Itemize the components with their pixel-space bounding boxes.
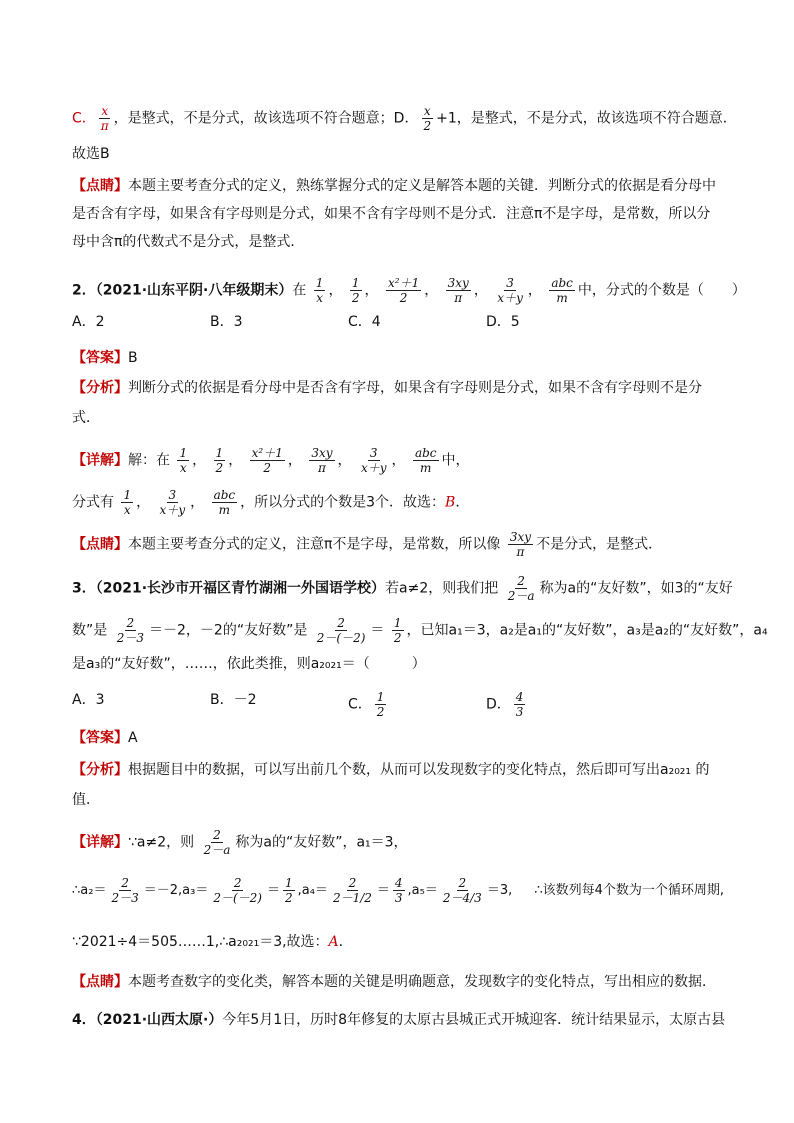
denominator: π	[516, 545, 525, 559]
numerator: abc	[213, 488, 236, 502]
numerator: abc	[551, 276, 573, 290]
option-a: A．2	[72, 314, 105, 330]
analysis-text: 判断分式的依据是看分母中是否含有字母，如果含有字母则是分式，如果不含有字母则不是分	[128, 380, 702, 396]
seq-text: ＝－2,a₃＝	[143, 883, 209, 898]
fraction	[392, 616, 404, 645]
denominator: π	[100, 119, 109, 133]
comment-tag: 【点睛】	[72, 178, 128, 194]
numerator: 1	[376, 690, 385, 704]
question-3-source: 3．（2021·长沙市开福区青竹湖湘一外国语学校）	[72, 580, 386, 597]
detail-text: ，所以分式的个数是3个．故选：	[240, 494, 446, 511]
question-2-stem: 2．（2021·山东平阴·八年级期末）在 $\frac{1}{x}$ ， $\frac{1}{2}$ ， $\frac{\text{x²＋1}}{2}$ ， $\frac{3xy}{\pi}$ ， $\frac{3}{x+y}$ ， $\frac{\text{abc}}{m}$ 中，分式的个数是（ ）	[72, 276, 746, 305]
option-b: B．3	[210, 314, 243, 330]
detail-choice: B	[445, 494, 456, 511]
option-c-text: ，是整式，不是分式，故该选项不符合题意；D．	[113, 110, 419, 127]
detail-text: 解：在	[128, 452, 170, 469]
denominator: m	[218, 503, 231, 517]
denominator: m	[556, 291, 568, 305]
fraction	[315, 616, 368, 645]
denominator: 2	[284, 891, 293, 905]
question-3-text: 称为a的“友好数”，如3的“友好	[539, 580, 733, 597]
fraction	[212, 488, 238, 517]
comment-text: 本题主要考查分式的定义，熟练掌握分式的定义是解答本题的关键．判断分式的依据是看分母中	[128, 178, 716, 194]
question-3-text: ＝－2，－2的“友好数”是	[149, 622, 308, 639]
denominator: x＋y	[159, 503, 186, 517]
denominator: 2－4/3	[442, 891, 482, 905]
denominator: 2－3	[111, 891, 139, 905]
question-4-source: 4．（2021·山西太原·）	[72, 1012, 223, 1028]
denominator: m	[420, 461, 432, 475]
denominator: 2－a	[507, 589, 535, 603]
denominator: π	[454, 291, 463, 305]
option-line-c-d	[72, 104, 737, 133]
comment-text: 本题主要考查分式的定义，注意π不是字母，是常数，所以像	[128, 536, 501, 553]
analysis-line-1	[72, 760, 709, 780]
fraction	[413, 446, 439, 475]
analysis-line-2: 式．	[72, 410, 100, 426]
numerator: 1	[123, 488, 132, 502]
analysis-text: 根据题目中的数据，可以写出前几个数，从而可以发现数字的变化特点，然后即可写出a₂₀₂₁ 的	[128, 762, 710, 778]
result-line	[72, 932, 353, 952]
numerator: 3xy	[447, 276, 469, 290]
seq-text: ＝	[376, 883, 390, 898]
comment-tag: 【点睛】	[72, 536, 128, 553]
analysis-tag: 【分析】	[72, 762, 128, 778]
analysis-tag: 【分析】	[72, 380, 128, 396]
question-3-text: 若a≠2，则我们把	[385, 580, 499, 597]
denominator: x	[316, 291, 323, 305]
question-3-text: ，已知a₁＝3，a₂是a₁的“友好数”，a₃是a₂的“友好数”，a₄	[406, 622, 768, 639]
denominator: 2	[351, 291, 360, 305]
detail-line-1	[72, 828, 408, 857]
fraction	[506, 574, 537, 603]
comment-line-2: 是否含有字母，如果含有字母则是分式，如果不含有字母则不是分式．注意π不是字母，是常数，所以分	[72, 206, 711, 222]
detail-line-1: 【详解】解：在 $\frac{1}{x}$ ， $\frac{1}{2}$ ， $\frac{\text{x²＋1}}{2}$ ， $\frac{3xy}{\pi}$ ， $\frac{3}{x+y}$ ， $\frac{\text{abc}}{m}$ 中，	[72, 446, 470, 475]
fraction	[158, 488, 188, 517]
fraction-x-over-2	[421, 104, 433, 133]
fraction	[441, 876, 484, 905]
numerator: 2	[348, 876, 357, 890]
denominator: x	[123, 503, 131, 517]
fraction	[393, 876, 405, 905]
fraction	[386, 276, 421, 305]
seq-text: ＝3,	[486, 883, 513, 898]
comment-2-line	[72, 530, 662, 559]
fraction	[121, 488, 133, 517]
fraction	[109, 876, 140, 905]
option-label: D．	[486, 696, 511, 713]
denominator: 2	[215, 461, 224, 475]
denominator: 3	[515, 705, 524, 719]
fraction	[514, 690, 526, 719]
comment-text: 本题考查数字的变化类，解答本题的关键是明确题意，发现数字的变化特点，写出相应的数据．	[128, 974, 716, 990]
numerator: 1	[179, 446, 188, 460]
fraction	[314, 276, 326, 305]
detail-text: 称为a的“友好数”，a₁＝3，	[235, 834, 408, 851]
denominator: π	[317, 461, 326, 475]
numerator: 1	[284, 876, 293, 890]
conclusion-line: 故选B	[72, 146, 110, 162]
fraction	[177, 446, 189, 475]
denominator: 2－(－2)	[316, 631, 366, 645]
numerator: 3xy	[509, 530, 532, 544]
option-d: D．5	[486, 314, 520, 330]
option-c	[348, 690, 389, 719]
denominator: 2	[376, 705, 385, 719]
option-label: C．	[348, 696, 372, 713]
numerator: 4	[394, 876, 403, 890]
question-3-stem	[72, 574, 733, 603]
fraction	[214, 446, 226, 475]
denominator: 2－1/2	[332, 891, 372, 905]
numerator: 4	[515, 690, 524, 704]
numerator: 3	[506, 276, 514, 290]
denominator: 2－3	[116, 631, 144, 645]
result-choice: A	[328, 934, 339, 950]
denominator: x＋y	[497, 291, 523, 305]
detail-text: ∵a≠2，则	[128, 834, 195, 851]
option-a: A．3	[72, 692, 105, 708]
numerator: 3xy	[311, 446, 333, 460]
comment-tag: 【点睛】	[72, 974, 128, 990]
denominator: x＋y	[360, 461, 387, 475]
denominator: 2－(－2)	[213, 891, 262, 905]
result-text: ．	[338, 934, 353, 950]
fraction	[350, 276, 362, 305]
numerator: 2	[337, 616, 345, 630]
denominator: 2	[393, 631, 402, 645]
fraction	[495, 276, 525, 305]
comment-3-line	[72, 972, 716, 992]
fraction	[508, 530, 533, 559]
numerator: 2	[213, 828, 221, 842]
detail-tag: 【详解】	[72, 834, 128, 851]
numerator: 3	[369, 446, 378, 460]
denominator: x	[179, 461, 187, 475]
seq-text: ,a₄＝	[297, 883, 328, 898]
option-b: B．－2	[210, 692, 257, 708]
answer-value: B	[128, 350, 138, 366]
question-2-text: 在	[292, 282, 307, 299]
option-d-text: +1，是整式，不是分式，故该选项不符合题意．	[436, 110, 737, 127]
denominator: 2	[263, 461, 272, 475]
numerator: 1	[315, 276, 324, 290]
fraction	[309, 446, 334, 475]
numerator: x	[101, 104, 109, 118]
denominator: 2	[399, 291, 408, 305]
fraction	[202, 828, 233, 857]
numerator: 1	[215, 446, 224, 460]
numerator: x	[423, 104, 431, 118]
numerator: 2	[121, 876, 129, 890]
seq-text: ,a₅＝	[407, 883, 438, 898]
comment-line-1	[72, 176, 716, 196]
comment-text: 不是分式，是整式．	[536, 536, 663, 553]
analysis-line-2: 值．	[72, 792, 100, 808]
seq-conclusion: ∴该数列每4个数为一个循环周期,	[534, 883, 725, 898]
numerator: 1	[393, 616, 402, 630]
numerator: 2	[458, 876, 467, 890]
result-text: 故选：	[286, 934, 329, 950]
option-d	[486, 690, 528, 719]
answer-line	[72, 348, 138, 368]
question-3-line-3: 是a₃的“友好数”，……，依此类推，则a₂₀₂₁＝（ ）	[72, 656, 426, 672]
fraction	[375, 690, 387, 719]
answer-tag: 【答案】	[72, 350, 128, 366]
detail-text: 分式有	[72, 494, 114, 511]
fraction	[250, 446, 285, 475]
fraction	[446, 276, 471, 305]
question-3-text: 数”是	[72, 622, 108, 639]
question-3-line-2	[72, 616, 768, 645]
denominator: 3	[394, 891, 403, 905]
numerator: 2	[517, 574, 525, 588]
option-c: C．4	[348, 314, 381, 330]
detail-text-end: 中，	[441, 452, 470, 469]
denominator: 2－a	[203, 843, 231, 857]
seq-text: ∴a₂＝	[72, 883, 107, 898]
numerator: 3	[168, 488, 177, 502]
question-2-source: 2．（2021·山东平阴·八年级期末）	[72, 282, 293, 299]
fraction	[211, 876, 264, 905]
fraction	[331, 876, 374, 905]
fraction	[359, 446, 389, 475]
detail-tag: 【详解】	[72, 452, 128, 469]
fraction-x-over-pi	[99, 104, 111, 133]
answer-value: A	[128, 730, 138, 746]
detail-text: ．	[455, 494, 470, 511]
numerator: 1	[351, 276, 360, 290]
fraction	[283, 876, 295, 905]
answer-tag: 【答案】	[72, 730, 128, 746]
question-3-text: ＝	[370, 622, 385, 639]
numerator: abc	[414, 446, 437, 460]
analysis-line-1	[72, 378, 702, 398]
seq-text: ＝	[266, 883, 280, 898]
denominator: 2	[423, 119, 432, 133]
fraction	[549, 276, 575, 305]
result-text: ∵2021÷4＝505……1,∴a₂₀₂₁＝3,	[72, 934, 287, 950]
fraction	[115, 616, 146, 645]
detail-line-2: 分式有 $\frac{1}{x}$ ， $\frac{3}{x+y}$ ， $\frac{\text{abc}}{m}$ ，所以分式的个数是3个．故选：B．	[72, 488, 470, 517]
question-4-stem	[72, 1010, 725, 1030]
numerator: x²＋1	[387, 276, 420, 290]
question-4-text: 今年5月1日，历时8年修复的太原古县城正式开城迎客．统计结果显示，太原古县	[222, 1012, 726, 1028]
option-c-label: C．	[72, 110, 96, 127]
sequence-line	[72, 876, 724, 905]
question-2-tail: 中，分式的个数是（ ）	[577, 282, 746, 299]
answer-line	[72, 728, 138, 748]
numerator: x²＋1	[251, 446, 283, 460]
numerator: 2	[126, 616, 135, 630]
numerator: 2	[233, 876, 242, 890]
comment-line-3: 母中含π的代数式不是分式，是整式．	[72, 234, 305, 250]
